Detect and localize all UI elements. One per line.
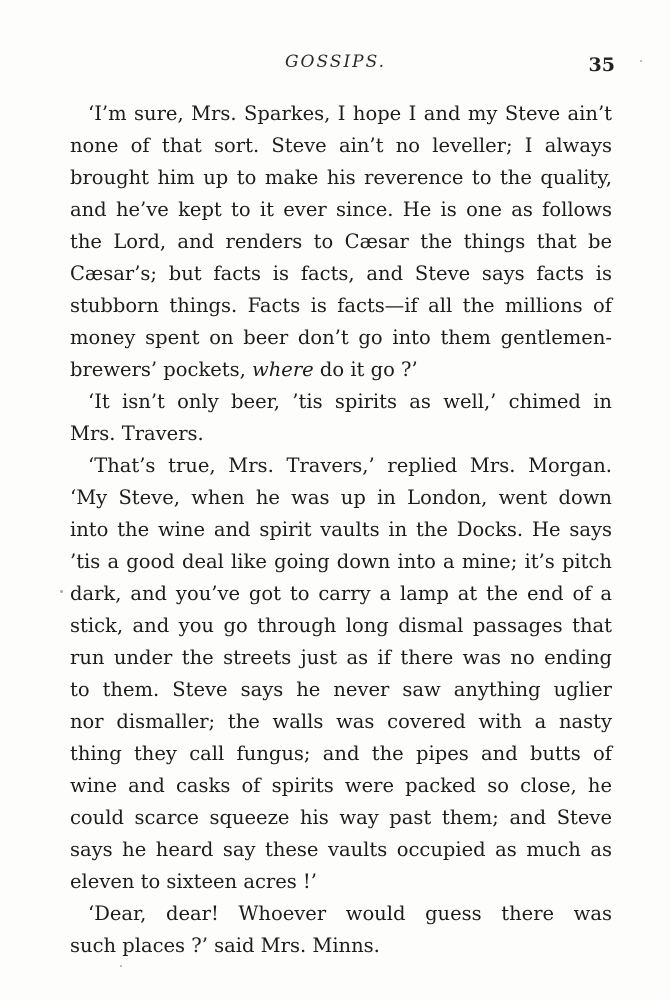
running-title: GOSSIPS.	[284, 52, 387, 72]
text-line	[70, 354, 612, 386]
emphasis: where	[252, 358, 314, 381]
text-line: money spent on beer don’t go into them gentlemen-	[70, 326, 612, 349]
paragraph	[70, 98, 612, 386]
text-line: such places ?’ said Mrs. Minns.	[70, 934, 380, 957]
text-line: Cæsar’s; but facts is facts, and Steve says facts is	[70, 262, 612, 285]
text-line: ‘My Steve, when he was up in London, went down	[70, 486, 612, 509]
print-speck	[120, 965, 122, 967]
text-line: ’tis a good deal like going down into a mine; it’s pitch	[70, 550, 612, 573]
text-line: Mrs. Travers.	[70, 422, 204, 445]
text-line: wine and casks of spirits were packed so close, he	[70, 774, 612, 797]
paragraph	[70, 386, 612, 450]
running-head	[0, 50, 671, 74]
text-fragment: do it go ?’	[313, 358, 418, 381]
text-line: to them. Steve says he never saw anything uglier	[70, 678, 612, 701]
text-line: ‘That’s true, Mrs. Travers,’ replied Mrs. Morgan.	[88, 454, 612, 477]
page-number: 35	[588, 54, 615, 76]
text-line: eleven to sixteen acres !’	[70, 870, 317, 893]
text-line: says he heard say these vaults occupied as much as	[70, 838, 612, 861]
paragraph	[70, 450, 612, 898]
text-line: none of that sort. Steve ain’t no leveller; I always	[70, 134, 612, 157]
body-text	[70, 98, 612, 962]
text-line: nor dismaller; the walls was covered with a nasty	[70, 710, 612, 733]
text-line: ‘I’m sure, Mrs. Sparkes, I hope I and my Steve ain’t	[88, 102, 612, 125]
print-speck	[60, 590, 63, 593]
text-line: dark, and you’ve got to carry a lamp at the end of a	[70, 582, 612, 605]
text-line: stubborn things. Facts is facts—if all the millions of	[70, 294, 612, 317]
text-line: ‘It isn’t only beer, ’tis spirits as well,’ chimed in	[88, 390, 612, 413]
text-line: the Lord, and renders to Cæsar the things that be	[70, 230, 612, 253]
text-line: into the wine and spirit vaults in the Docks. He says	[70, 518, 612, 541]
paragraph	[70, 898, 612, 962]
print-speck	[640, 60, 642, 62]
text-line: brought him up to make his reverence to the quality,	[70, 166, 612, 189]
text-fragment: brewers’ pockets,	[70, 358, 253, 381]
text-line: thing they call fungus; and the pipes and butts of	[70, 742, 612, 765]
text-line: could scarce squeeze his way past them; and Steve	[70, 806, 612, 829]
text-line: run under the streets just as if there was no ending	[70, 646, 612, 669]
text-line: stick, and you go through long dismal passages that	[70, 614, 612, 637]
text-line: ‘Dear, dear! Whoever would guess there was	[88, 902, 612, 925]
text-line: and he’ve kept to it ever since. He is one as follows	[70, 198, 612, 221]
